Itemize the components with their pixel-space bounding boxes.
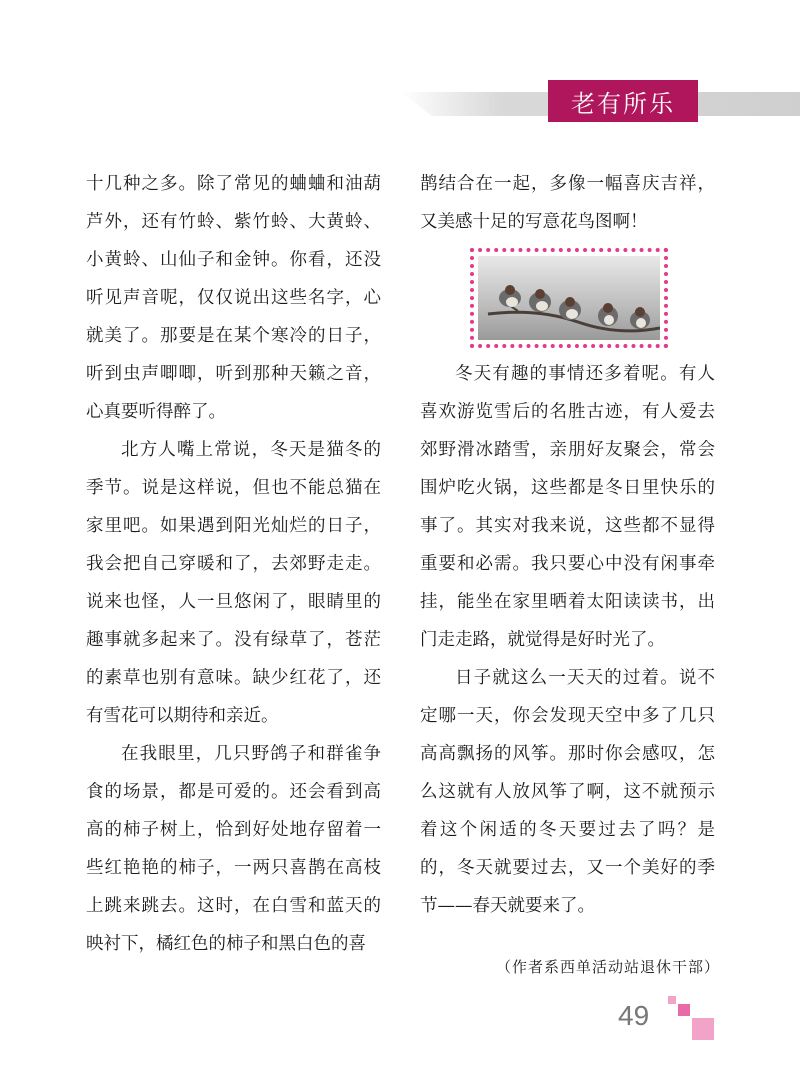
photo-frame <box>470 248 668 348</box>
right-column-top <box>420 165 715 241</box>
paragraph: 鹊结合在一起，多像一幅喜庆吉祥，又美感十足的写意花鸟图啊！ <box>420 174 715 232</box>
paragraph: 北方人嘴上常说，冬天是猫冬的季节。说是这样说，但也不能总猫在家里吧。如果遇到阳光灿烂的日子，我会把自己穿暖和了，去郊野走走。说来也怪，人一旦悠闲了，眼睛里的趣事就多起来了。没有绿草了，苍茫的素草也别有意味。缺少红花了，还有雪花可以期待和亲近。 <box>86 440 381 726</box>
section-title: 老有所乐 <box>548 80 698 122</box>
paragraph: 日子就这么一天天的过着。说不定哪一天，你会发现天空中多了几只高高飘扬的风筝。那时你会感叹，怎么这就有人放风筝了啊，这不就预示着这个闲适的冬天要过去了吗？是的，冬天就要过去，又一个美好的季节——春天就要来了。 <box>420 668 715 916</box>
paragraph: 在我眼里，几只野鸽子和群雀争食的场景，都是可爱的。还会看到高高的柿子树上，恰到好处地存留着一些红艳艳的柿子，一两只喜鹊在高枝上跳来跳去。这时，在白雪和蓝天的映衬下，橘红色的柿子和黑白色的喜 <box>86 744 381 954</box>
sparrows-illustration <box>478 256 660 340</box>
paragraph: 冬天有趣的事情还多着呢。有人喜欢游览雪后的名胜古迹，有人爱去郊野滑冰踏雪，亲朋好友聚会，常会围炉吃火锅，这些都是冬日里快乐的事了。其实对我来说，这些都不显得重要和必需。我只要心中没有闲事牵挂，能坐在家里晒着太阳读读书，出门走走路，就觉得是好时光了。 <box>420 364 715 650</box>
decor-square <box>678 1004 690 1016</box>
page-number: 49 <box>618 1000 650 1031</box>
decor-square <box>692 1018 714 1040</box>
paragraph: 十几种之多。除了常见的蛐蛐和油葫芦外，还有竹蛉、紫竹蛉、大黄蛉、小黄蛉、山仙子和金钟。你看，还没听见声音呢，仅仅说出这些名字，心就美了。那要是在某个寒冷的日子，听到虫声唧唧，听到那种天籁之音，心真要听得醉了。 <box>86 174 381 422</box>
left-column <box>86 165 381 963</box>
decor-square <box>668 996 676 1004</box>
author-note: （作者系西单活动站退休干部） <box>495 958 720 976</box>
right-column <box>420 355 715 925</box>
sparrows-on-branch-photo <box>478 256 660 340</box>
